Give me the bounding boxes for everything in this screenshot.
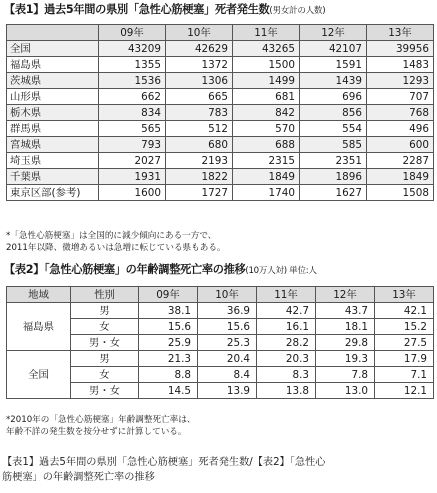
death-count: 1483 (367, 57, 434, 73)
mortality-rate: 20.3 (257, 351, 316, 367)
mortality-rate: 36.9 (198, 303, 257, 319)
mortality-rate: 20.4 (198, 351, 257, 367)
mortality-rate: 42.1 (375, 303, 434, 319)
death-count: 42629 (166, 41, 233, 57)
death-count: 1627 (300, 185, 367, 201)
table1-year-header: 12年 (300, 25, 367, 41)
death-count: 2351 (300, 153, 367, 169)
table2-note-line2: 年齢不詳の発生数を按分せずに計算している。 (6, 427, 187, 437)
table1-year-header: 11年 (233, 25, 300, 41)
death-count: 1293 (367, 73, 434, 89)
mortality-rate: 19.3 (316, 351, 375, 367)
mortality-rate: 8.3 (257, 367, 316, 383)
death-count: 512 (166, 121, 233, 137)
table2-year-header: 09年 (139, 287, 198, 303)
death-count: 1372 (166, 57, 233, 73)
table1-header-row (7, 25, 434, 41)
prefecture-name: 福島県 (7, 57, 99, 73)
death-count: 570 (233, 121, 300, 137)
death-count: 834 (99, 105, 166, 121)
mortality-rate: 7.1 (375, 367, 434, 383)
sex-label: 男・女 (71, 335, 139, 351)
mortality-rate: 21.3 (139, 351, 198, 367)
table-row (7, 41, 434, 57)
death-count: 842 (233, 105, 300, 121)
mortality-rate: 25.9 (139, 335, 198, 351)
table-row (7, 105, 434, 121)
table1-title: 【表1】過去5年間の県別「急性心筋梗塞」死者発生数 (4, 3, 270, 16)
death-count: 1508 (367, 185, 434, 201)
mortality-rate: 27.5 (375, 335, 434, 351)
mortality-rate: 42.7 (257, 303, 316, 319)
mortality-rate: 13.0 (316, 383, 375, 399)
mortality-rate: 18.1 (316, 319, 375, 335)
prefecture-name: 宮城県 (7, 137, 99, 153)
death-count: 1931 (99, 169, 166, 185)
table1-heading (4, 3, 325, 18)
death-count: 1600 (99, 185, 166, 201)
table1-note-line2: 2011年以降、微増あるいは急増に転じている県もある。 (6, 243, 226, 253)
table-row (7, 169, 434, 185)
death-count: 43265 (233, 41, 300, 57)
table1-subtitle: (男女計の人数) (269, 6, 326, 16)
table-row (7, 383, 434, 399)
death-count: 565 (99, 121, 166, 137)
table-row (7, 303, 434, 319)
death-count: 39956 (367, 41, 434, 57)
table1-year-header: 09年 (99, 25, 166, 41)
death-count: 662 (99, 89, 166, 105)
sex-label: 男 (71, 303, 139, 319)
table2-year-header: 13年 (375, 287, 434, 303)
death-count: 768 (367, 105, 434, 121)
death-count: 2287 (367, 153, 434, 169)
table2-sex-header: 性別 (71, 287, 139, 303)
table-row (7, 137, 434, 153)
table-row (7, 319, 434, 335)
death-count: 680 (166, 137, 233, 153)
mortality-rate: 7.8 (316, 367, 375, 383)
prefecture-name: 埼玉県 (7, 153, 99, 169)
death-count: 43209 (99, 41, 166, 57)
death-count: 696 (300, 89, 367, 105)
caption-line1: 【表1】過去5年間の県別「急性心筋梗塞」死者発生数/【表2】「急性心 (2, 457, 326, 468)
mortality-rate: 8.4 (198, 367, 257, 383)
mortality-rate: 15.6 (198, 319, 257, 335)
death-count: 681 (233, 89, 300, 105)
death-count: 496 (367, 121, 434, 137)
death-count: 1499 (233, 73, 300, 89)
sex-label: 男 (71, 351, 139, 367)
death-count: 1740 (233, 185, 300, 201)
death-count: 688 (233, 137, 300, 153)
caption-line2: 筋梗塞」の年齢調整死亡率の推移 (2, 472, 155, 483)
mortality-rate: 15.6 (139, 319, 198, 335)
table2-heading (4, 263, 317, 278)
mortality-rate: 8.8 (139, 367, 198, 383)
region-name: 福島県 (7, 303, 71, 351)
table-row (7, 73, 434, 89)
mortality-rate: 12.1 (375, 383, 434, 399)
prefecture-name: 群馬県 (7, 121, 99, 137)
prefecture-name: 茨城県 (7, 73, 99, 89)
death-count: 1500 (233, 57, 300, 73)
death-count: 793 (99, 137, 166, 153)
table2-note-line1: *2010年の「急性心筋梗塞」年齢調整死亡率は、 (6, 415, 196, 425)
prefecture-name: 千葉県 (7, 169, 99, 185)
death-count: 1591 (300, 57, 367, 73)
death-count: 856 (300, 105, 367, 121)
mortality-rate: 13.8 (257, 383, 316, 399)
table2-year-header: 11年 (257, 287, 316, 303)
mortality-rate: 13.9 (198, 383, 257, 399)
death-count: 1727 (166, 185, 233, 201)
table-row (7, 335, 434, 351)
mortality-rate: 25.3 (198, 335, 257, 351)
table-row (7, 121, 434, 137)
mortality-rate: 15.2 (375, 319, 434, 335)
death-count: 2027 (99, 153, 166, 169)
death-count: 1536 (99, 73, 166, 89)
death-count: 42107 (300, 41, 367, 57)
table2-title: 【表2】「急性心筋梗塞」の年齢調整死亡率の推移 (4, 263, 246, 276)
table-row (7, 89, 434, 105)
death-count: 1896 (300, 169, 367, 185)
death-count: 783 (166, 105, 233, 121)
table-row (7, 351, 434, 367)
table-row (7, 153, 434, 169)
death-count: 707 (367, 89, 434, 105)
table1-year-header: 13年 (367, 25, 434, 41)
sex-label: 女 (71, 367, 139, 383)
table1-note-line1: *「急性心筋梗塞」は全国的に減少傾向にある一方で、 (6, 231, 217, 241)
prefecture-name: 全国 (7, 41, 99, 57)
death-count: 1439 (300, 73, 367, 89)
table2-subtitle: (10万人対) 単位:人 (245, 266, 317, 276)
sex-label: 男・女 (71, 383, 139, 399)
death-count: 1849 (233, 169, 300, 185)
death-count: 1355 (99, 57, 166, 73)
region-name: 全国 (7, 351, 71, 399)
table1-corner-cell (7, 25, 99, 41)
mortality-rate: 38.1 (139, 303, 198, 319)
prefecture-name: 栃木県 (7, 105, 99, 121)
prefecture-name: 山形県 (7, 89, 99, 105)
death-count: 1306 (166, 73, 233, 89)
table2-header-row (7, 287, 434, 303)
death-count: 665 (166, 89, 233, 105)
prefecture-name: 東京区部(参考) (7, 185, 99, 201)
mortality-rate: 29.8 (316, 335, 375, 351)
death-count: 1849 (367, 169, 434, 185)
mortality-rate: 43.7 (316, 303, 375, 319)
table1-deaths-by-prefecture (6, 24, 434, 201)
table-row (7, 185, 434, 201)
death-count: 554 (300, 121, 367, 137)
sex-label: 女 (71, 319, 139, 335)
mortality-rate: 16.1 (257, 319, 316, 335)
death-count: 585 (300, 137, 367, 153)
table1-year-header: 10年 (166, 25, 233, 41)
death-count: 2315 (233, 153, 300, 169)
death-count: 2193 (166, 153, 233, 169)
mortality-rate: 14.5 (139, 383, 198, 399)
figure-caption (2, 455, 325, 485)
table2-age-adjusted-mortality (6, 286, 434, 399)
mortality-rate: 28.2 (257, 335, 316, 351)
table-row (7, 367, 434, 383)
death-count: 600 (367, 137, 434, 153)
table2-year-header: 12年 (316, 287, 375, 303)
table2-year-header: 10年 (198, 287, 257, 303)
table2-region-header: 地域 (7, 287, 71, 303)
death-count: 1822 (166, 169, 233, 185)
mortality-rate: 17.9 (375, 351, 434, 367)
table-row (7, 57, 434, 73)
